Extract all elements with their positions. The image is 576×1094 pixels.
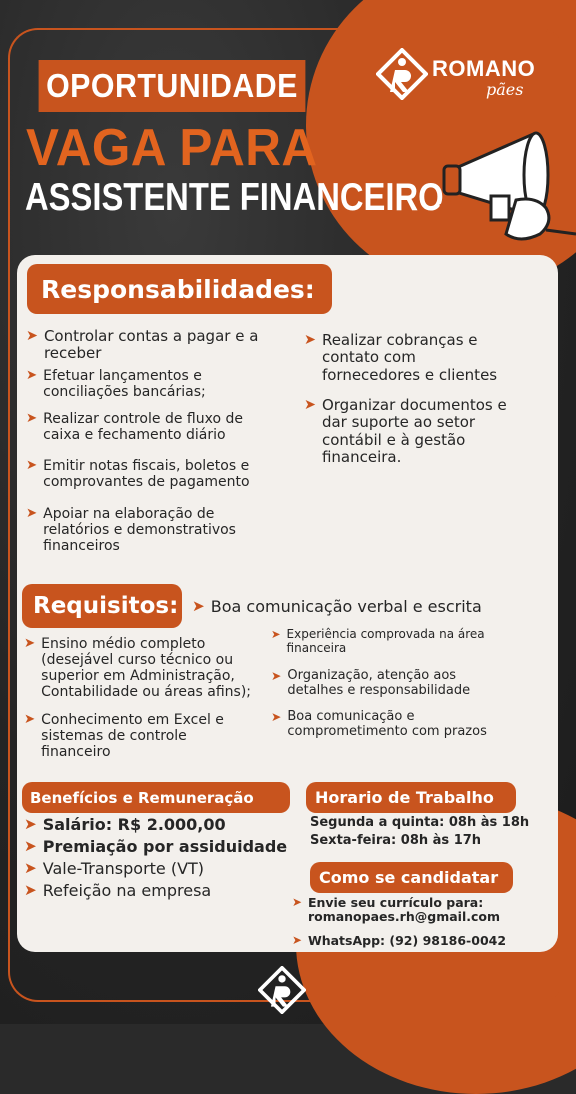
arrow-icon: ➤: [192, 597, 205, 615]
resp-item: ➤ Efetuar lançamentos e conciliações bancárias;: [26, 368, 206, 401]
arrow-icon: ➤: [26, 328, 38, 344]
benefit-item: ➤ Refeição na empresa: [24, 881, 212, 900]
logo-subtitle: pães: [486, 80, 524, 99]
arrow-icon: ➤: [26, 506, 38, 521]
arrow-icon: ➤: [271, 710, 282, 724]
req-item: ➤ Ensino médio completo (desejável curso técnico ou superior em Administração, Contabilidade ou áreas afins);: [24, 636, 252, 701]
arrow-icon: ➤: [26, 458, 38, 473]
benefit-item: ➤ Vale-Transporte (VT): [24, 859, 205, 878]
horario-line: Sexta-feira: 08h às 17h: [310, 833, 482, 848]
title-job-position: ASSISTENTE FINANCEIRO: [25, 176, 444, 219]
arrow-icon: ➤: [304, 397, 316, 413]
arrow-icon: ➤: [271, 627, 281, 641]
apply-item-email: ➤ Envie seu currículo para: romanopaes.rh@gmail.com: [292, 895, 500, 925]
title-vaga-para: VAGA PARA: [26, 119, 318, 177]
resp-item: ➤ Realizar controle de fluxo de caixa e fechamento diário: [26, 411, 243, 444]
req-item: ➤ Conhecimento em Excel e sistemas de controle financeiro: [24, 712, 224, 761]
req-inline-item: ➤ Boa comunicação verbal e escrita: [192, 597, 482, 616]
req-item: ➤ Organização, atenção aos detalhes e responsabilidade: [271, 668, 471, 698]
logo-icon: [258, 966, 306, 1014]
benefit-item: ➤ Premiação por assiduidade: [24, 837, 288, 856]
resp-item: ➤ Realizar cobranças e contato com fornecedores e clientes: [304, 331, 498, 384]
arrow-icon: ➤: [24, 881, 37, 899]
arrow-icon: ➤: [271, 669, 282, 683]
arrow-icon: ➤: [292, 933, 302, 947]
resp-item: ➤ Controlar contas a pagar e a receber: [26, 327, 259, 363]
arrow-icon: ➤: [292, 895, 302, 909]
requisitos-heading: Requisitos:: [22, 584, 182, 628]
horario-heading: Horario de Trabalho: [306, 782, 516, 813]
brand-logo: [376, 44, 556, 104]
arrow-icon: ➤: [26, 411, 38, 426]
resp-item: ➤ Emitir notas fiscais, boletos e comprovantes de pagamento: [26, 458, 250, 491]
arrow-icon: ➤: [24, 636, 36, 651]
oportunidade-badge: OPORTUNIDADE: [39, 60, 306, 112]
arrow-icon: ➤: [26, 368, 38, 383]
arrow-icon: ➤: [24, 837, 37, 855]
arrow-icon: ➤: [24, 815, 37, 833]
responsabilidades-heading: Responsabilidades:: [27, 264, 332, 314]
horario-line: Segunda a quinta: 08h às 18h: [310, 815, 530, 830]
apply-item-whatsapp: ➤ WhatsApp: (92) 98186-0042: [292, 933, 507, 948]
arrow-icon: ➤: [24, 859, 37, 877]
logo-name: ROMANO: [432, 56, 536, 81]
logo-icon: [376, 48, 428, 100]
beneficios-heading: Benefícios e Remuneração: [22, 782, 290, 813]
megaphone-icon: [436, 130, 576, 250]
benefit-item: ➤ Salário: R$ 2.000,00: [24, 815, 226, 834]
arrow-icon: ➤: [24, 712, 36, 727]
req-item: ➤ Experiência comprovada na área financeira: [271, 627, 485, 655]
req-item: ➤ Boa comunicação e comprometimento com prazos: [271, 709, 487, 739]
resp-item: ➤ Apoiar na elaboração de relatórios e demonstrativos financeiros: [26, 506, 236, 555]
arrow-icon: ➤: [304, 332, 316, 348]
resp-item: ➤ Organizar documentos e dar suporte ao setor contábil e à gestão financeira.: [304, 396, 507, 466]
candidatar-heading: Como se candidatar: [310, 862, 513, 893]
